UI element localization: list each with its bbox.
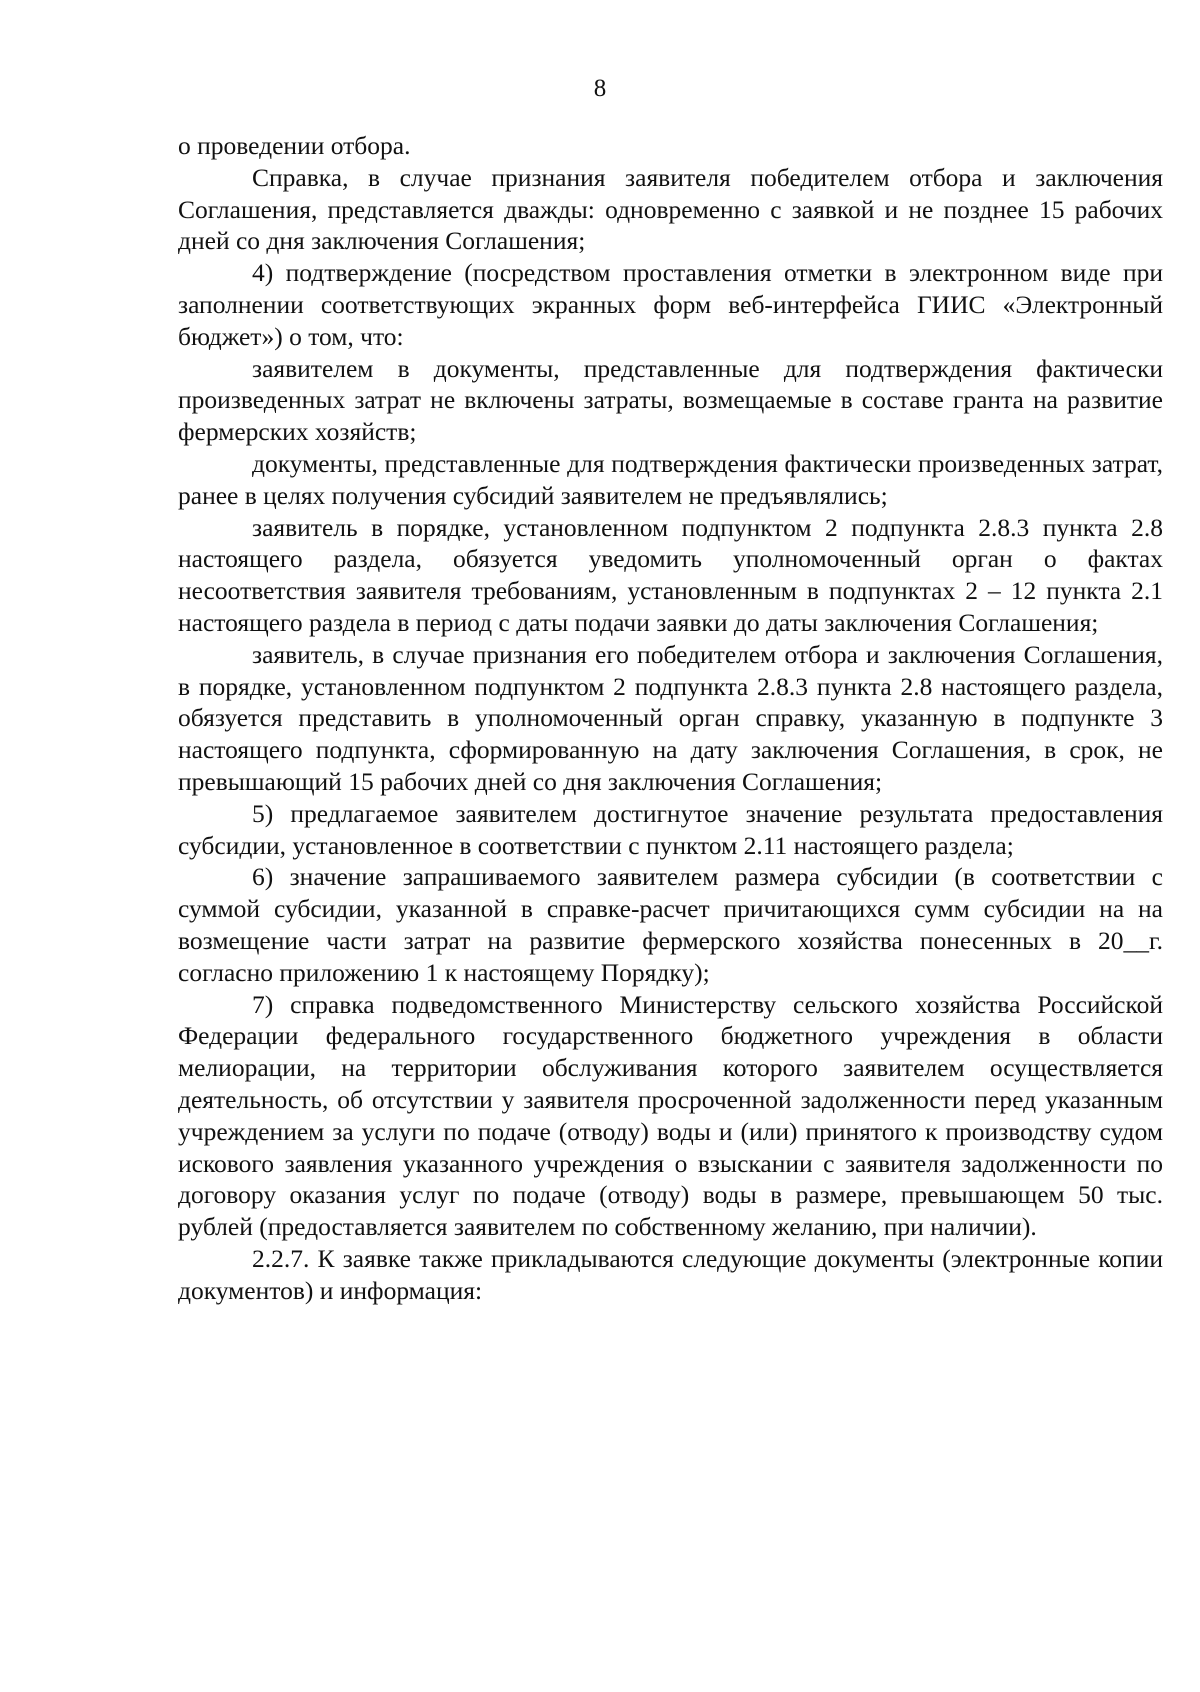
paragraph-item-4-clause-3: заявитель в порядке, установленном подпунктом 2 подпункта 2.8.3 пункта 2.8 настоящего раздела, обязуется уведомить уполномоченный орган о фактах несоответствия заявителя требованиям, установленным в подпунктах 2 – 12 пункта 2.1 настоящего раздела в период с даты подачи заявки до даты заключения Соглашения; (178, 512, 1163, 637)
paragraph-item-4-clause-2: документы, представленные для подтверждения фактически произведенных затрат, ранее в целях получения субсидий заявителем не предъявлялись; (178, 448, 1163, 510)
document-body (178, 130, 1163, 1306)
paragraph-section-2-2-7: 2.2.7. К заявке также прикладываются следующие документы (электронные копии документов) и информация: (178, 1243, 1163, 1305)
paragraph-item-6: 6) значение запрашиваемого заявителем размера субсидии (в соответствии с суммой субсидии, указанной в справке-расчет причитающихся сумм субсидии на на возмещение части затрат на развитие фермерского хозяйства понесенных в 20__г. согласно приложению 1 к настоящему Порядку); (178, 862, 1163, 987)
paragraph-item-4-clause-4: заявитель, в случае признания его победителем отбора и заключения Соглашения, в порядке, установленном подпунктом 2 подпункта 2.8.3 пункта 2.8 настоящего раздела, обязуется представить в уполномоченный орган справку, указанную в подпункте 3 настоящего подпункта, сформированную на дату заключения Соглашения, в срок, не превышающий 15 рабочих дней со дня заключения Соглашения; (178, 639, 1163, 796)
paragraph-item-4: 4) подтверждение (посредством проставления отметки в электронном виде при заполнении соответствующих экранных форм веб-интерфейса ГИИС «Электронный бюджет») о том, что: (178, 258, 1163, 351)
paragraph-item-4-clause-1: заявителем в документы, представленные для подтверждения фактически произведенных затрат не включены затраты, возмещаемые в составе гранта на развитие фермерских хозяйств; (178, 353, 1163, 447)
paragraph-item-5: 5) предлагаемое заявителем достигнутое значение результата предоставления субсидии, установленное в соответствии с пунктом 2.11 настоящего раздела; (178, 798, 1163, 860)
paragraph-reference-note: Справка, в случае признания заявителя победителем отбора и заключения Соглашения, представляется дважды: одновременно с заявкой и не позднее 15 рабочих дней со дня заключения Соглашения; (178, 162, 1163, 256)
paragraph-continuation: о проведении отбора. (178, 131, 411, 160)
paragraph-item-7: 7) справка подведомственного Министерству сельского хозяйства Российской Федерации федерального государственного бюджетного учреждения в области мелиорации, на территории обслуживания которого заявителем осуществляется деятельность, об отсутствии у заявителя просроченной задолженности перед указанным учреждением за услуги по подаче (отводу) воды и (или) принятого к производству судом искового заявления указанного учреждения о взыскании с заявителя задолженности по договору оказания услуг по подаче (отводу) воды в размере, превышающем 50 тыс. рублей (предоставляется заявителем по собственному желанию, при наличии). (178, 989, 1163, 1242)
page-number: 8 (593, 75, 607, 102)
